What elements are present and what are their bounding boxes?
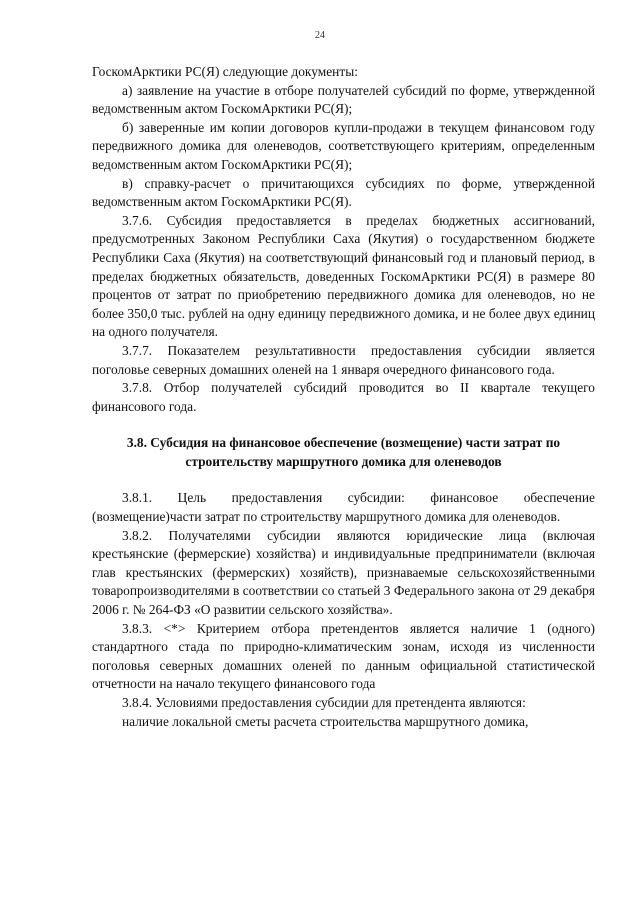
spacer xyxy=(92,471,595,489)
paragraph-item-a: а) заявление на участие в отборе получателей субсидий по форме, утвержденной ведомственным актом ГоскомАрктики РС(Я); xyxy=(92,82,595,117)
page-number: 24 xyxy=(315,30,325,41)
paragraph-3-7-8: 3.7.8. Отбор получателей субсидий проводится во II квартале текущего финансового года. xyxy=(92,380,595,414)
paragraph-documents-intro: ГоскомАрктики РС(Я) следующие документы: xyxy=(92,64,358,79)
paragraph-item-b: б) заверенные им копии договоров купли-продажи в текущем финансовом году передвижного домика для оленеводов, соответствующего критериям, определенным ведомственным актом ГоскомАрктики РС(Я); xyxy=(92,119,595,172)
paragraph-3-8-1: 3.8.1. Цель предоставления субсидии: финансовое обеспечение (возмещение)части затрат по строительству маршрутного домика для оленеводов. xyxy=(92,490,595,525)
section-heading-3-8: 3.8. Субсидия на финансовое обеспечение (возмещение) части затрат по строительству маршрутного домика для оленеводов xyxy=(126,435,561,469)
paragraph-local-estimate: наличие локальной сметы расчета строительства маршрутного домика, xyxy=(122,713,529,729)
paragraph-3-7-6: 3.7.6. Субсидия предоставляется в пределах бюджетных ассигнований, предусмотренных Законом Республики Саха (Якутия) о государственном бюджете Республики Саха (Якутия) на соответствующий финансовый год и плановый период, в пределах бюджетных обязательств, доведенных ГоскомАрктики РС(Я) в размере 80 процентов от затрат по приобретению передвижного домика для оленеводов, но не более 350,0 тыс. рублей на одну единицу передвижного домика, и не более двух единиц на одного получателя. xyxy=(92,212,595,340)
page-body xyxy=(92,63,595,731)
paragraph-3-7-7: 3.7.7. Показателем результативности предоставления субсидии является поголовье северных домашних оленей на 1 января очередного финансового года. xyxy=(92,342,595,377)
paragraph-3-8-4: 3.8.4. Условиями предоставления субсидии для претендента являются: xyxy=(122,695,526,710)
paragraph-3-8-3: 3.8.3. <*> Критерием отбора претендентов является наличие 1 (одного) стандартного стада по природно-климатическим зонам, исходя из численности поголовья северных домашних оленей по данным официальной статистической отчетности на начало текущего финансового года xyxy=(92,620,595,692)
paragraph-item-v: в) справку-расчет о причитающихся субсидиях по форме, утвержденной ведомственным актом ГоскомАрктики РС(Я). xyxy=(92,175,595,210)
spacer xyxy=(92,416,595,434)
paragraph-3-8-2: 3.8.2. Получателями субсидии являются юридические лица (включая крестьянские (фермерские) хозяйства) и индивидуальные предприниматели (включая глав крестьянских (фермерских) хозяйств), признаваемые сельскохозяйственными товаропроизводителями в соответствии со статьей 3 Федерального закона от 29 декабря 2006 г. № 264-ФЗ «О развитии сельского хозяйства». xyxy=(92,527,595,618)
